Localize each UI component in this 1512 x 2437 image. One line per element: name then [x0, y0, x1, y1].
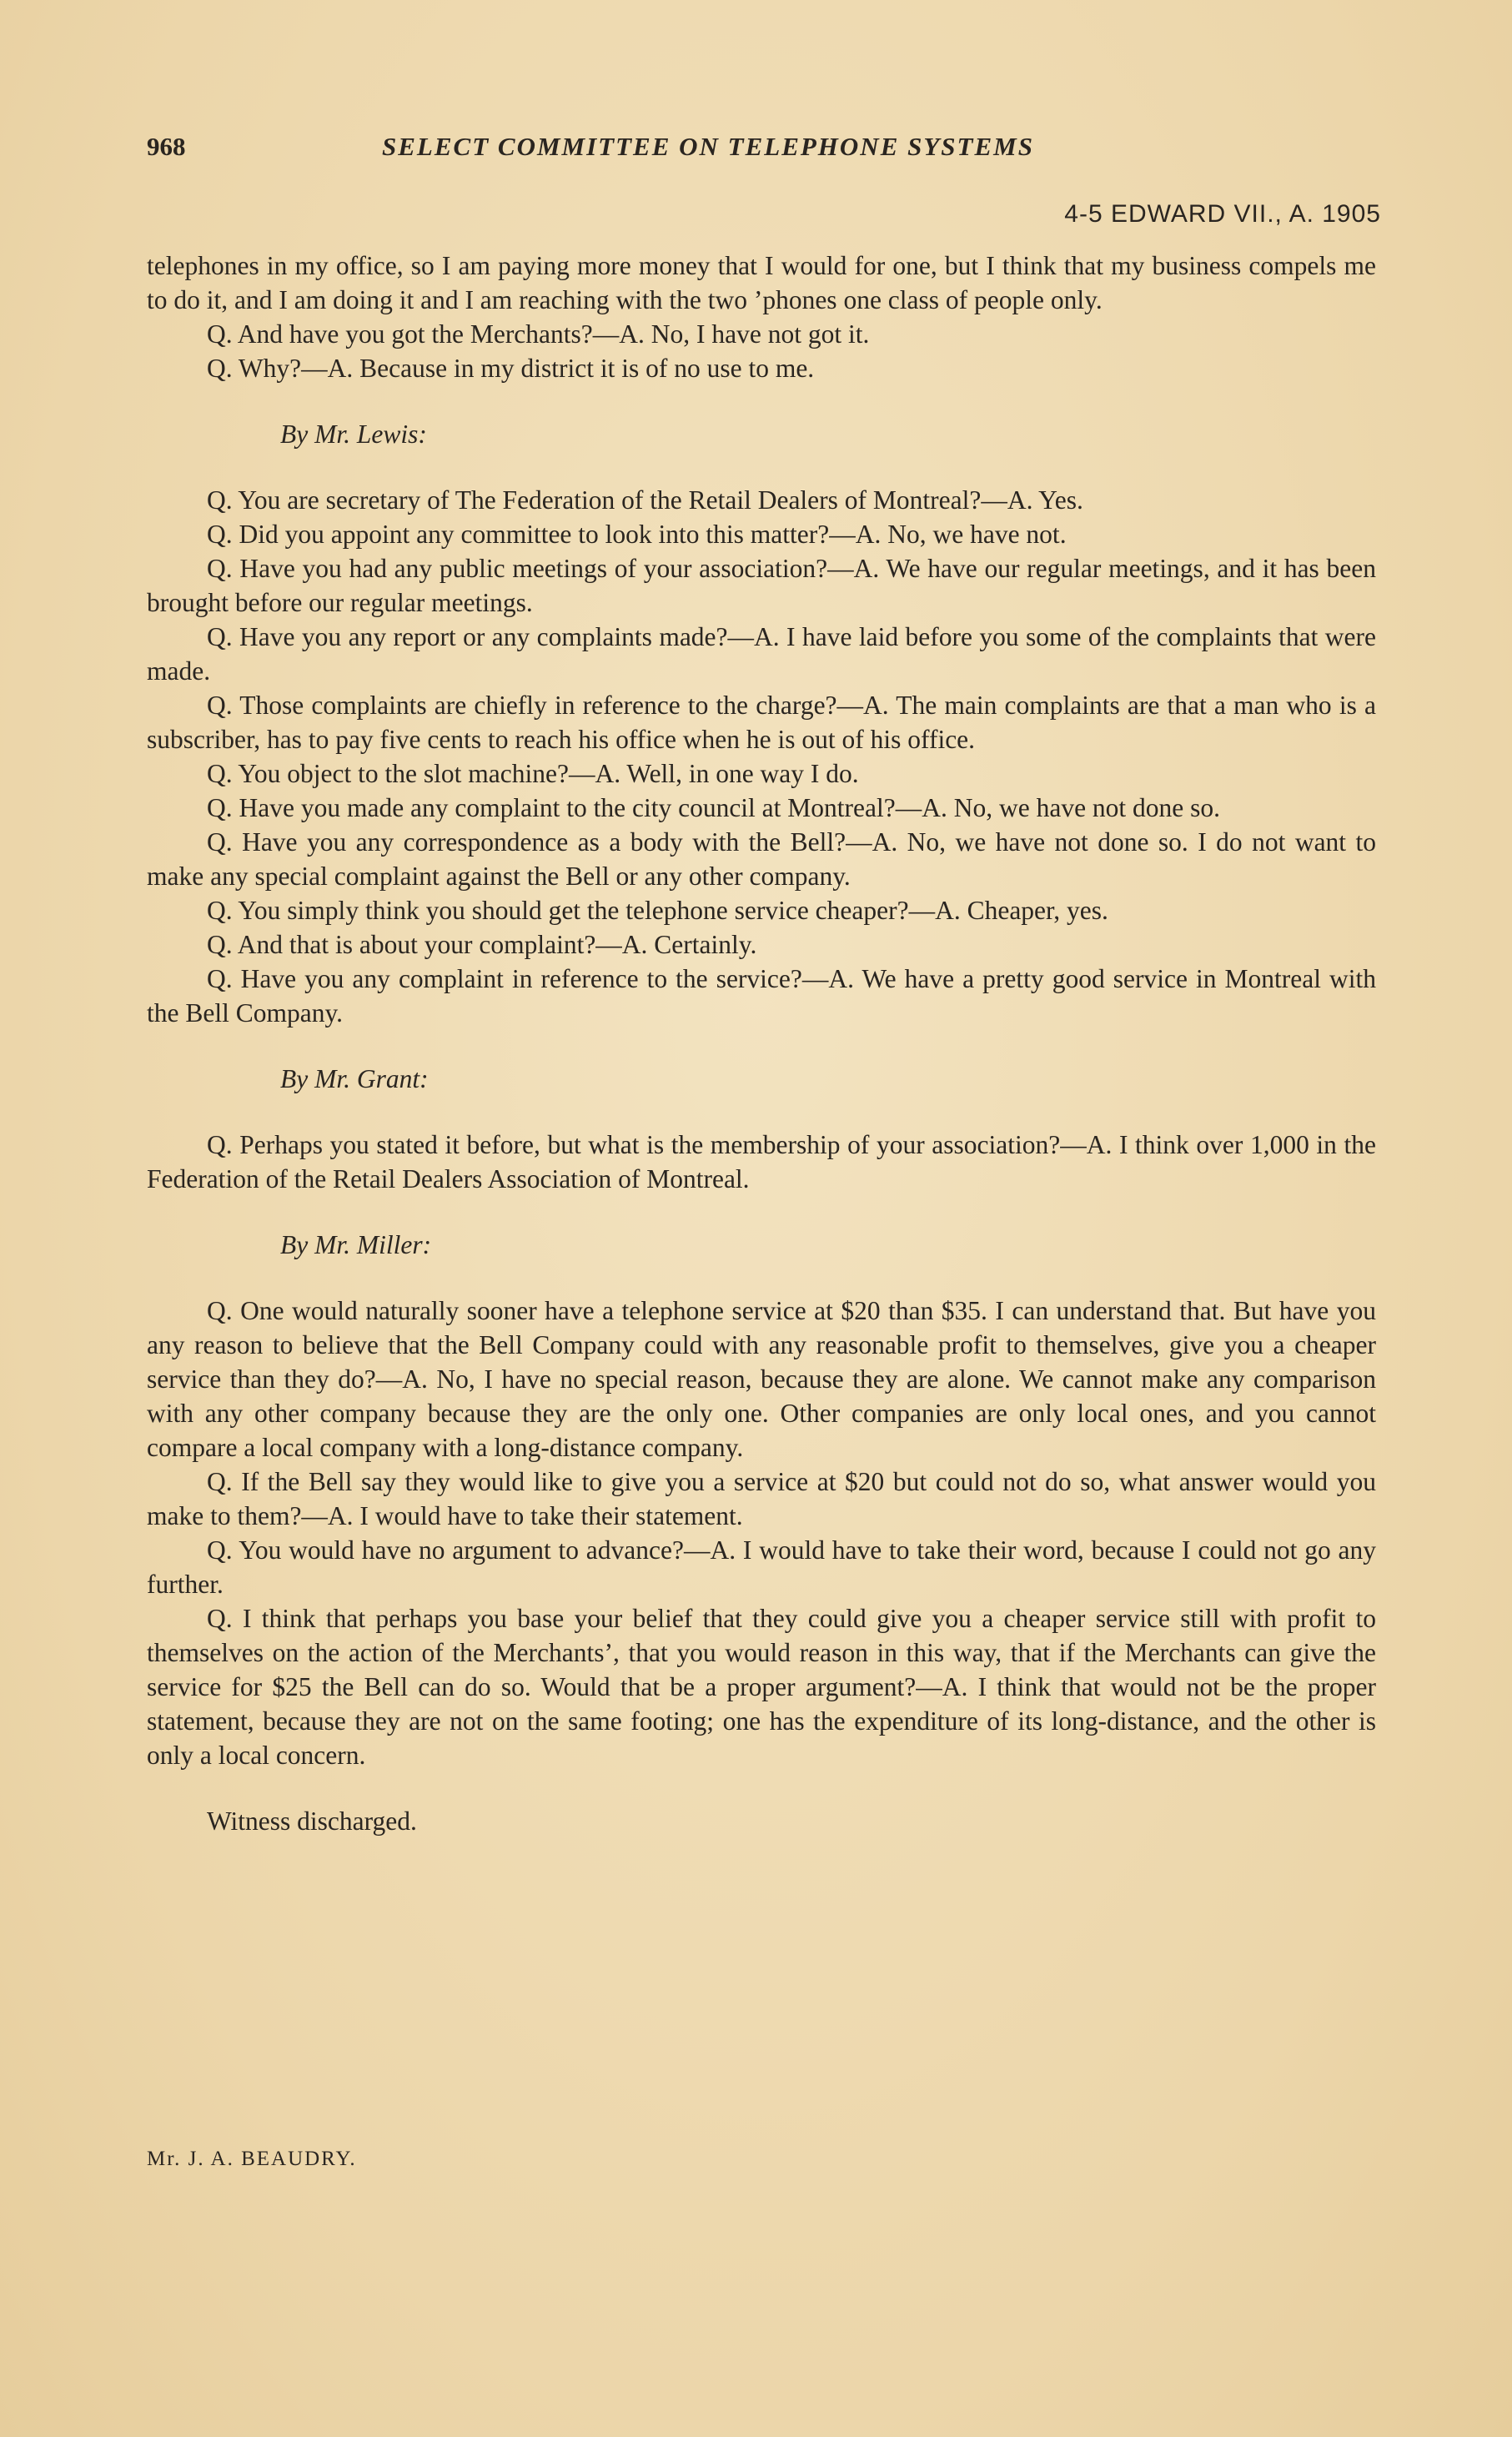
- page-header: [147, 132, 1381, 228]
- byline: By Mr. Grant:: [280, 1064, 429, 1093]
- qa-paragraph: Q. And have you got the Merchants?—A. No, I have not got it.: [207, 319, 870, 349]
- section-miller: [147, 1228, 1376, 1772]
- section-lewis: [147, 417, 1376, 1030]
- qa-paragraph: Q. You simply think you should get the telephone service cheaper?—A. Cheaper, yes.: [207, 896, 1108, 925]
- closing-note: Witness discharged.: [207, 1806, 417, 1836]
- session-label: 4-5 EDWARD VII., A. 1905: [1064, 200, 1381, 228]
- qa-paragraph: Q. You are secretary of The Federation of the Retail Dealers of Montreal?—A. Yes.: [207, 485, 1083, 515]
- testimony-body: [147, 249, 1376, 1838]
- qa-paragraph: Q. You would have no argument to advance?—A. I would have to take their word, because I could not go any further.: [147, 1535, 1376, 1599]
- running-title: SELECT COMMITTEE ON TELEPHONE SYSTEMS: [382, 132, 1034, 161]
- qa-paragraph: Q. I think that perhaps you base your belief that they could give you a cheaper service still with profit to themselves on the action of the Merchants’, that you would reason in this way, that if the Merchants can give the service for $25 the Bell can do so. Would that be a proper argument?—A. I think that would not be the proper statement, because they are not on the same footing; one has the expenditure of its long-distance, and the other is only a local concern.: [147, 1604, 1376, 1770]
- byline: By Mr. Lewis:: [280, 420, 427, 449]
- qa-paragraph: Q. One would naturally sooner have a telephone service at $20 than $35. I can understand that. But have you any reason to believe that the Bell Company could with any reasonable profit to themselves, give you a cheaper service than they do?—A. No, I have no special reason, because they are alone. We cannot make any comparison with any other company because they are the only one. Other companies are only local ones, and you cannot compare a local company with a long-distance company.: [147, 1296, 1376, 1462]
- qa-paragraph: Q. Have you any report or any complaints made?—A. I have laid before you some of the complaints that were made.: [147, 622, 1376, 686]
- qa-paragraph: Q. Have you made any complaint to the city council at Montreal?—A. No, we have not done so.: [207, 793, 1221, 822]
- qa-paragraph: Q. Have you any complaint in reference to the service?—A. We have a pretty good service in Montreal with the Bell Company.: [147, 964, 1376, 1028]
- qa-paragraph: Q. You object to the slot machine?—A. Well, in one way I do.: [207, 759, 859, 788]
- qa-paragraph: Q. Perhaps you stated it before, but what is the membership of your association?—A. I think over 1,000 in the Federation of the Retail Dealers Association of Montreal.: [147, 1130, 1376, 1193]
- qa-paragraph: Q. Did you appoint any committee to look into this matter?—A. No, we have not.: [207, 520, 1067, 549]
- qa-paragraph: Q. And that is about your complaint?—A. Certainly.: [207, 930, 757, 959]
- qa-paragraph: Q. If the Bell say they would like to give you a service at $20 but could not do so, what answer would you make to them?—A. I would have to take their statement.: [147, 1467, 1376, 1530]
- section-grant: [147, 1062, 1376, 1196]
- qa-paragraph: Q. Why?—A. Because in my district it is of no use to me.: [207, 354, 815, 383]
- next-witness-heading: Mr. J. A. BEAUDRY.: [147, 2148, 357, 2170]
- byline: By Mr. Miller:: [280, 1230, 432, 1259]
- qa-paragraph: Q. Have you had any public meetings of your association?—A. We have our regular meetings, and it has been brought before our regular meetings.: [147, 554, 1376, 617]
- qa-paragraph: Q. Those complaints are chiefly in reference to the charge?—A. The main complaints are that a man who is a subscriber, has to pay five cents to reach his office when he is out of his office.: [147, 691, 1376, 754]
- page-number: 968: [147, 132, 186, 161]
- qa-paragraph: Q. Have you any correspondence as a body with the Bell?—A. No, we have not done so. I do not want to make any special complaint against the Bell or any other company.: [147, 827, 1376, 891]
- opening-paragraph: telephones in my office, so I am paying more money that I would for one, but I think that my business compels me to do it, and I am doing it and I am reaching with the two ’phones one class of people only.: [147, 251, 1376, 314]
